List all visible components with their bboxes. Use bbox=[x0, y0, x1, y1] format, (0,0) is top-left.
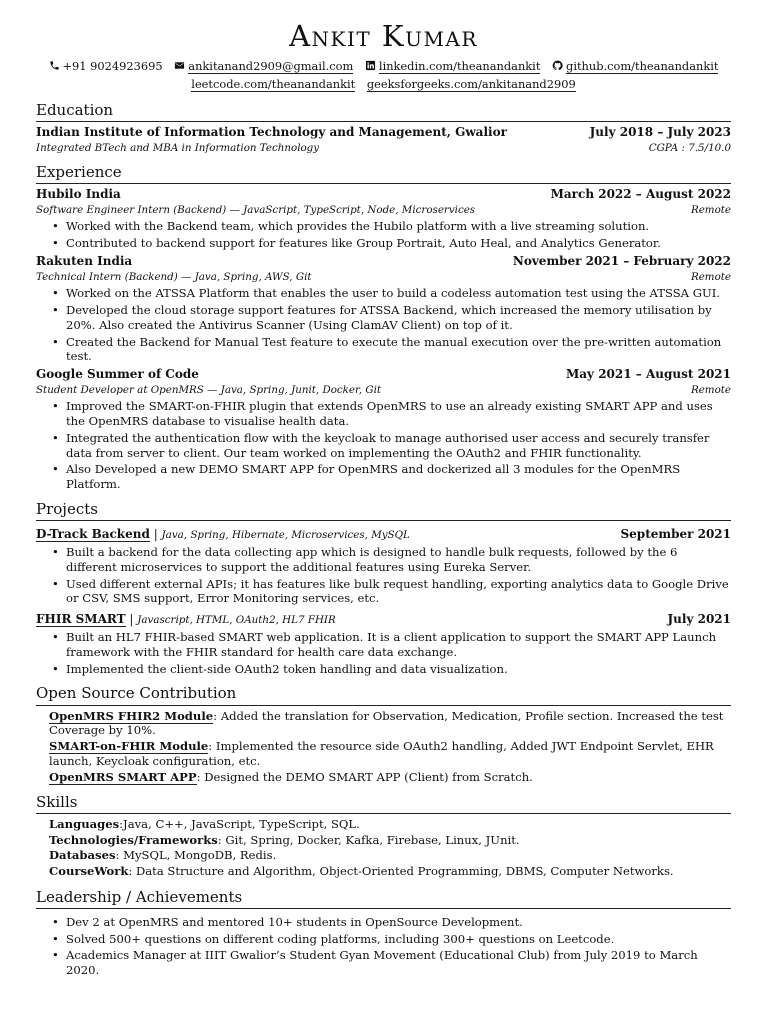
project-bullets bbox=[36, 630, 731, 676]
list-item: • Worked with the Backend team, which provides the Hubilo platform with a live streaming solution. bbox=[66, 219, 731, 234]
project-head bbox=[36, 527, 731, 543]
linkedin-link[interactable]: linkedin.com/theanandankit bbox=[378, 59, 541, 73]
company-name: Rakuten India bbox=[36, 254, 133, 269]
education-entry bbox=[36, 125, 731, 141]
skill-label: Databases bbox=[49, 848, 116, 863]
role-title: Student Developer at OpenMRS — Java, Spring, Junit, Docker, Git bbox=[36, 383, 382, 396]
experience-entry-rakuten bbox=[36, 254, 731, 364]
experience-sub bbox=[36, 271, 731, 284]
list-item bbox=[49, 833, 731, 849]
list-item: • Developed the cloud storage support features for ATSSA Backend, which increased the memory utilisation by 20%. Also created the Antivirus Scanner (Using ClamAV Client) on top of it. bbox=[66, 303, 731, 333]
degree-name: Integrated BTech and MBA in Information Technology bbox=[36, 141, 320, 154]
email-link[interactable]: ankitanand2909@gmail.com bbox=[188, 59, 354, 73]
list-item bbox=[49, 817, 731, 833]
projects-heading: Projects bbox=[36, 501, 731, 521]
open-source-list bbox=[36, 709, 731, 785]
location: Remote bbox=[690, 270, 731, 283]
list-item: • Contributed to backend support for features like Group Portrait, Auto Heal, and Analytics Generator. bbox=[66, 236, 731, 251]
leadership-heading: Leadership / Achievements bbox=[36, 889, 731, 909]
experience-dates: May 2021 – August 2021 bbox=[566, 367, 731, 382]
skills-list bbox=[36, 817, 731, 880]
experience-entry-gsoc bbox=[36, 367, 731, 492]
list-item bbox=[49, 848, 731, 864]
project-tech: Java, Spring, Hibernate, Microservices, MySQL bbox=[161, 529, 410, 542]
github-icon bbox=[552, 60, 563, 71]
list-item bbox=[49, 739, 731, 769]
experience-dates: November 2021 – February 2022 bbox=[512, 254, 731, 269]
project-name[interactable]: FHIR SMART bbox=[36, 612, 126, 627]
list-item: • Improved the SMART-on-FHIR plugin that extends OpenMRS to use an already existing SMART APP and uses the OpenMRS database to visualise health data. bbox=[66, 399, 731, 429]
contribution-desc: : Implemented the resource side OAuth2 handling, Added JWT Endpoint Servlet, EHR launch, Keycloak configuration, etc. bbox=[49, 739, 714, 769]
phone-text: +91 9024923695 bbox=[62, 59, 163, 73]
experience-bullets bbox=[36, 399, 731, 492]
open-source-heading: Open Source Contribution bbox=[36, 685, 731, 705]
skills-heading: Skills bbox=[36, 794, 731, 814]
experience-sub bbox=[36, 204, 731, 217]
list-item: • Academics Manager at IIIT Gwalior’s Student Gyan Movement (Educational Club) from July 2019 to March 2020. bbox=[66, 948, 731, 978]
list-item bbox=[49, 709, 731, 739]
list-item: • Integrated the authentication flow with the keycloak to manage authorised user access and securely transfer data from server to client. Our team worked on implementing the OAuth2 and FHIR functionality. bbox=[66, 431, 731, 461]
institution-name: Indian Institute of Information Technology and Management, Gwalior bbox=[36, 125, 507, 140]
contribution-desc: : Added the translation for Observation, Medication, Profile section. Increased the test Coverage by 10%. bbox=[49, 708, 724, 738]
role-title: Technical Intern (Backend) — Java, Spring, AWS, Git bbox=[36, 270, 312, 283]
project-bullets bbox=[36, 545, 731, 606]
company-name: Hubilo India bbox=[36, 187, 121, 202]
list-item: • Worked on the ATSSA Platform that enables the user to build a codeless automation test using the ATSSA GUI. bbox=[66, 286, 731, 301]
list-item: • Built a backend for the data collecting app which is designed to handle bulk requests, followed by the 6 different microservices to support the additional features using Eureka Server. bbox=[66, 545, 731, 575]
project-entry-dtrack bbox=[36, 527, 731, 606]
list-item: • Dev 2 at OpenMRS and mentored 10+ students in OpenSource Development. bbox=[66, 915, 731, 930]
project-separator: | bbox=[149, 527, 162, 542]
list-item: • Built an HL7 FHIR-based SMART web application. It is a client application to support the SMART APP Launch framework with the FHIR standard for health care data exchange. bbox=[66, 630, 731, 660]
project-title-line bbox=[36, 527, 410, 543]
project-tech: Javascript, HTML, OAuth2, HL7 FHIR bbox=[137, 614, 336, 627]
envelope-icon bbox=[174, 60, 185, 71]
candidate-name: Ankit Kumar bbox=[289, 19, 478, 53]
list-item: • Used different external APIs; it has features like bulk request handling, exporting analytics data to Google Drive or CSV, SMS support, Error Monitoring services, etc. bbox=[66, 577, 731, 607]
leetcode-link[interactable]: leetcode.com/theanandankit bbox=[191, 77, 356, 91]
education-details bbox=[36, 142, 731, 155]
linkedin-icon bbox=[365, 60, 376, 71]
contribution-desc: : Designed the DEMO SMART APP (Client) from Scratch. bbox=[196, 769, 533, 784]
location: Remote bbox=[690, 383, 731, 396]
project-name[interactable]: D-Track Backend bbox=[36, 527, 150, 542]
linkedin-contact[interactable] bbox=[365, 57, 540, 75]
location: Remote bbox=[690, 204, 731, 217]
github-link[interactable]: github.com/theanandankit bbox=[566, 59, 719, 73]
contact-bar bbox=[36, 57, 731, 93]
experience-head bbox=[36, 254, 731, 270]
contribution-name[interactable]: OpenMRS SMART APP bbox=[49, 769, 197, 784]
experience-sub bbox=[36, 384, 731, 397]
gfg-link[interactable]: geeksforgeeks.com/ankitanand2909 bbox=[366, 77, 576, 91]
phone-icon bbox=[49, 60, 60, 71]
experience-dates: March 2022 – August 2022 bbox=[550, 187, 731, 202]
education-dates: July 2018 – July 2023 bbox=[589, 125, 731, 140]
skill-value: : MySQL, MongoDB, Redis. bbox=[115, 848, 277, 863]
skill-label: Languages bbox=[49, 817, 120, 832]
skill-value: :Java, C++, JavaScript, TypeScript, SQL. bbox=[119, 817, 360, 832]
list-item: • Solved 500+ questions on different coding platforms, including 300+ questions on Leetcode. bbox=[66, 932, 731, 947]
email-contact[interactable] bbox=[174, 57, 353, 75]
gfg-contact[interactable] bbox=[367, 75, 576, 93]
skill-label: Technologies/Frameworks bbox=[49, 832, 218, 847]
list-item: • Also Developed a new DEMO SMART APP for OpenMRS and dockerized all 3 modules for the OpenMRS Platform. bbox=[66, 462, 731, 492]
project-date: September 2021 bbox=[620, 527, 731, 542]
role-title: Software Engineer Intern (Backend) — JavaScript, TypeScript, Node, Microservices bbox=[36, 204, 476, 217]
company-name: Google Summer of Code bbox=[36, 367, 199, 382]
leetcode-contact[interactable] bbox=[191, 75, 355, 93]
list-item: • Created the Backend for Manual Test feature to execute the manual execution over the pre-written automation test. bbox=[66, 335, 731, 365]
skill-value: : Git, Spring, Docker, Kafka, Firebase, Linux, JUnit. bbox=[217, 832, 520, 847]
experience-bullets bbox=[36, 219, 731, 251]
project-head bbox=[36, 612, 731, 628]
project-title-line bbox=[36, 612, 336, 628]
experience-head bbox=[36, 367, 731, 383]
project-separator: | bbox=[125, 612, 138, 627]
skill-value: : Data Structure and Algorithm, Object-Oriented Programming, DBMS, Computer Networks. bbox=[128, 863, 674, 878]
experience-entry-hubilo bbox=[36, 187, 731, 251]
education-heading: Education bbox=[36, 102, 731, 122]
list-item bbox=[49, 864, 731, 880]
cgpa: CGPA : 7.5/10.0 bbox=[648, 141, 731, 154]
resume-page bbox=[36, 19, 731, 980]
project-date: July 2021 bbox=[667, 612, 731, 627]
experience-bullets bbox=[36, 286, 731, 364]
contribution-name[interactable]: SMART-on-FHIR Module bbox=[49, 739, 209, 754]
list-item: • Implemented the client-side OAuth2 token handling and data visualization. bbox=[66, 662, 731, 677]
project-entry-fhir-smart bbox=[36, 612, 731, 676]
github-contact[interactable] bbox=[552, 57, 718, 75]
experience-head bbox=[36, 187, 731, 203]
list-item bbox=[49, 770, 731, 785]
leadership-bullets bbox=[36, 915, 731, 978]
phone-contact bbox=[49, 57, 163, 75]
skill-label: CourseWork bbox=[49, 863, 129, 878]
contribution-name[interactable]: OpenMRS FHIR2 Module bbox=[49, 708, 214, 723]
experience-heading: Experience bbox=[36, 164, 731, 184]
